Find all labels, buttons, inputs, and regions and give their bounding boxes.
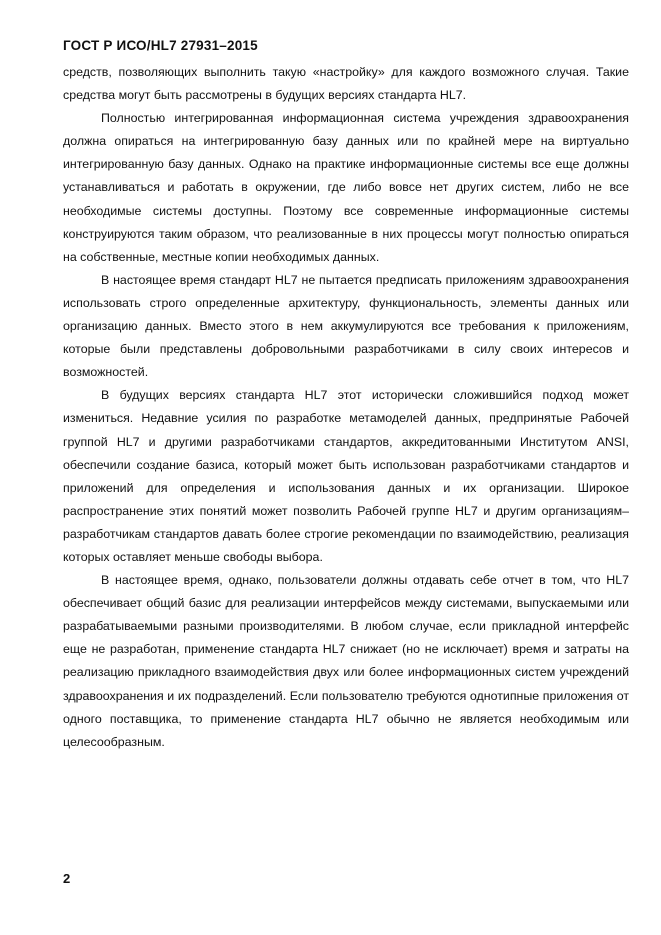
paragraph: В настоящее время, однако, пользователи должны отдавать себе отчет в том, что HL7 обеспечивает общий базис для реализации интерфейсов между системами, выпускаемыми или разрабатываемыми разными производителями. В любом случае, если прикладной интерфейс еще не разработан, применение стандарта HL7 снижает (но не исключает) время и затраты на реализацию прикладного взаимодействия двух или более информационных систем учреждений здравоохранения и их подразделений. Если пользователю требуются однотипные приложения от одного поставщика, то применение стандарта HL7 обычно не является необходимым или целесообразным.: [63, 573, 629, 749]
page-number: 2: [63, 871, 71, 886]
paragraph: В настоящее время стандарт HL7 не пытается предписать приложениям здравоохранения использовать строго определенные архитектуру, функциональность, элементы данных или организацию данных. Вместо этого в нем аккумулируются все требования к приложениям, которые были представлены добровольными разработчиками в силу своих интересов и возможностей.: [63, 272, 629, 380]
document-header: ГОСТ Р ИСО/HL7 27931–2015: [63, 38, 258, 53]
paragraph: Полностью интегрированная информационная система учреждения здравоохранения должна опираться на интегрированную базу данных или по крайней мере на виртуально интегрированную базу данных. Однако на практике информационные системы все еще должны устанавливаться и работать в окружении, где либо вовсе нет других систем, либо не все необходимые системы доступны. Поэтому все современные информационные системы конструируются таким образом, что реализованные в них процессы могут полностью опираться на собственные, местные копии необходимых данных.: [63, 111, 629, 264]
body-text: [63, 61, 629, 754]
paragraph: В будущих версиях стандарта HL7 этот исторически сложившийся подход может измениться. Недавние усилия по разработке метамоделей данных, предпринятые Рабочей группой HL7 и другими разработчиками стандартов, аккредитованными Институтом ANSI, обеспечили создание базиса, который может быть использован разработчиками стандартов и приложений для определения и использования данных и их организации. Широкое распространение этих понятий может позволить Рабочей группе HL7 и другим организациям–разработчикам стандартов давать более строгие рекомендации по взаимодействию, реализация которых оставляет меньше свободы выбора.: [63, 388, 629, 564]
paragraph-continuation: средств, позволяющих выполнить такую «настройку» для каждого возможного случая. Такие средства могут быть рассмотрены в будущих версиях стандарта HL7.: [63, 65, 629, 103]
